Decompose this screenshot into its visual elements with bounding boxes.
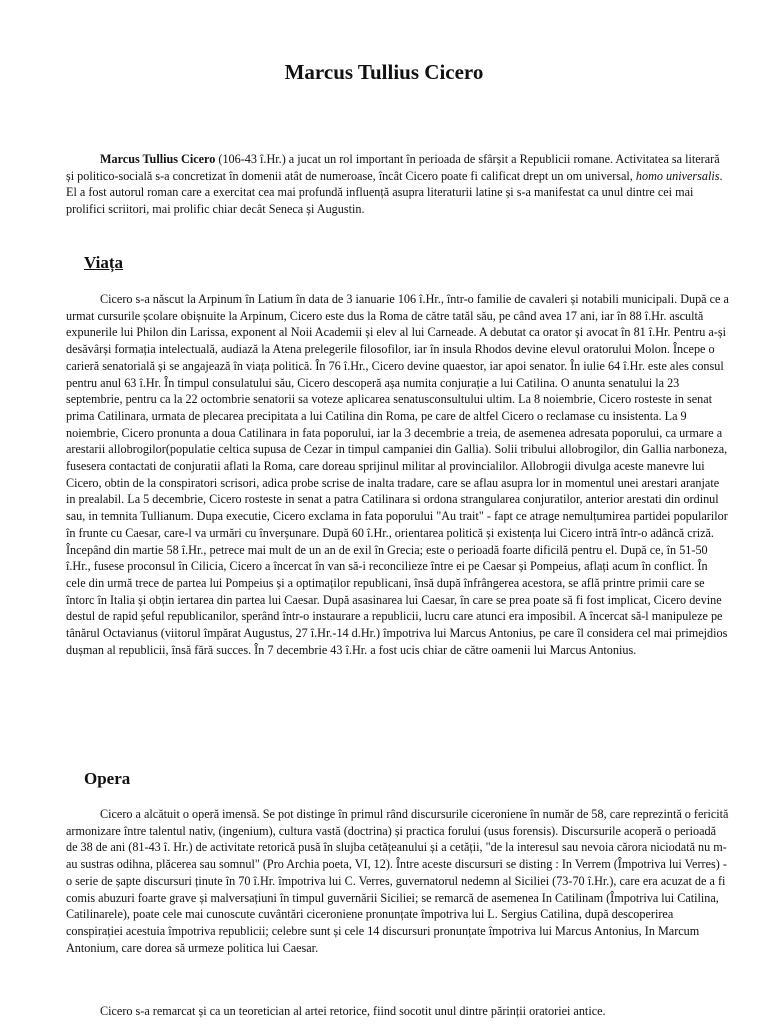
intro-text-b: . El a fost autorul roman care a exercitat cea mai profundă influență asupra literaturii latine și s-a manifestat ca unul dintre cei mai prolifici scriitori, mai prolific chiar decât Seneca și Augustin. — [66, 168, 723, 217]
section-heading-work: Opera — [84, 769, 131, 788]
intro-name: Marcus Tullius Cicero — [100, 152, 216, 166]
page-title: Marcus Tullius Cicero — [284, 60, 484, 84]
work-paragraph-2: Cicero s-a remarcat și ca un teoretician al artei retorice, fiind socotit unul dintre părinții oratoriei antice. — [100, 1004, 606, 1018]
section-heading-life: Viața — [84, 253, 124, 272]
intro-paragraph — [66, 151, 730, 218]
work-paragraph: Cicero a alcătuit o operă imensă. Se pot distinge în primul rând discursurile ciceroniene în număr de 58, care reprezintă o fericită armonizare între talentul nativ, (ingenium), cultura vastă (doctrina) și practica forului (usus forensis). Discursurile acoperă o perioadă de 38 de ani (81-43 î. Hr.) de activitate retorică pusă în slujba cetățeanului și a cetății, "de la interesul sau nevoia cărora niciodată nu m-au sustras odihna, plăcerea sau somnul" (Pro Archia poeta, VI, 12). Între aceste discursuri se disting : In Verrem (Împotriva lui Verres) - o serie de șapte discursuri ținute în 70 î.Hr. împotriva lui C. Verres, guvernatorul nedemn al Siciliei (73-70 î.Hr.), care era acuzat de a fi comis abuzuri foarte grave și malversațiuni în timpul guvernării Siciliei; se remarcă de asemenea In Catilinam (Împotriva lui Catilina, Catilinarele), poate cele mai cunoscute cuvântări ciceroniene pronunțate împotriva lui L. Sergius Catilina, după descoperirea conspirației acestuia împotriva republicii; celebre sunt și cele 14 discursuri pronunțate împotriva lui Marcus Antonius, In Marcum Antonium, care dorea să urmeze politica lui Caesar. — [66, 807, 729, 955]
intro-italic-term: homo universalis — [635, 168, 720, 183]
intro-text-a: (106-43 î.Hr.) a jucat un rol important în perioada de sfârșit a Republicii romane. Activitatea sa literară și politico-socială s-a concretizat în domenii atât de numeroase, încât Cicero poate fi calificat drept un om universal, — [66, 152, 720, 183]
life-paragraph: Cicero s-a născut la Arpinum în Latium în data de 3 ianuarie 106 î.Hr., într-o familie de cavaleri și notabili municipali. După ce a urmat cursurile școlare obișnuite la Arpinum, Cicero este dus la Roma de către tatăl său, pe când avea 17 ani, iar în 88 î.Hr. ascultă expunerile lui Philon din Larissa, exponent al Noii Academii și elev al lui Carneade. A debutat ca orator și avocat în 81 î.Hr. Pentru a-și desăvârși formația intelectuală, audiază la Atena prelegerile filosofilor, iar în insula Rhodos devine elevul oratorului Molon. Începe o carieră senatorială și se angajează în viața politică. În 76 î.Hr., Cicero devine quaestor, iar apoi senator. În iulie 64 î.Hr. este ales consul pentru anul 63 î.Hr. În timpul consulatului său, Cicero descoperă așa numita conjurație a lui Catilina. O anunta senatului la 23 septembrie, pentru ca la 22 octombrie senatorii sa voteze aplicarea senatusconsultului ultim. La 8 noiembrie, Cicero rosteste in senat prima Catilinara, urmata de plecarea precipitata a lui Catilina din Roma, pe care de altfel Cicero o reclamase cu insistenta. La 9 noiembrie, Cicero pronunta a doua Catilinara in fata poporului, iar la 3 decembrie a treia, de asemenea adresata poporului, ca urmare a arestarii allobrogilor(populatie celtica supusa de Cezar in timpul campaniei din Gallia). Solii tribului allobrogilor, din Gallia narboneza, fusesera contactati de conjuratii aflati la Roma, care doreau sprijinul militar al provincialilor. Allobrogii divulga aceste manevre lui Cicero, obtin de la conspiratori scrisori, adica probe scrise de inalta tradare, care se aflau asupra lor in momentul unei arestari aranjate in prealabil. La 5 decembrie, Cicero rosteste in senat a patra Catilinara si ordona strangularea conjuratilor, anterior arestati din ordinul sau, in temnita Tullianum. Dupa executie, Cicero exclama in fata poporului "Au trait" - fapt ce atrage nemulțumirea partidei popularilor în frunte cu Caesar, care-l va urmări cu înverșunare. După 60 î.Hr., orientarea politică și existența lui Cicero intră într-o adâncă criză. Începând din martie 58 î.Hr., petrece mai mult de un an de exil în Grecia; este o perioadă foarte dificilă pentru el. După ce, în 51-50 î.Hr., fusese proconsul în Cilicia, Cicero a încercat în van să-i reconcilieze între ei pe Caesar și Pompeius, aflați acum în conflict. În cele din urmă trece de partea lui Pompeius și a optimaților republicani, însă după înfrângerea acestora, se află printre primii care se întorc în Italia și obțin iertarea din partea lui Caesar. După asasinarea lui Caesar, în care se prea poate să fi fost implicat, Cicero devine destul de rapid șeful republicanilor, sperând într-o instaurare a republicii, lucru care atunci era imposibil. A încercat să-l manipuleze pe tânărul Octavianus (viitorul împărat Augustus, 27 î.Hr.-14 d.Hr.) împotriva lui Marcus Antonius, pe care îl considera cel mai primejdios dușman al republicii, însă fără succes. În 7 decembrie 43 î.Hr. a fost ucis chiar de către oamenii lui Marcus Antonius. — [66, 292, 729, 657]
